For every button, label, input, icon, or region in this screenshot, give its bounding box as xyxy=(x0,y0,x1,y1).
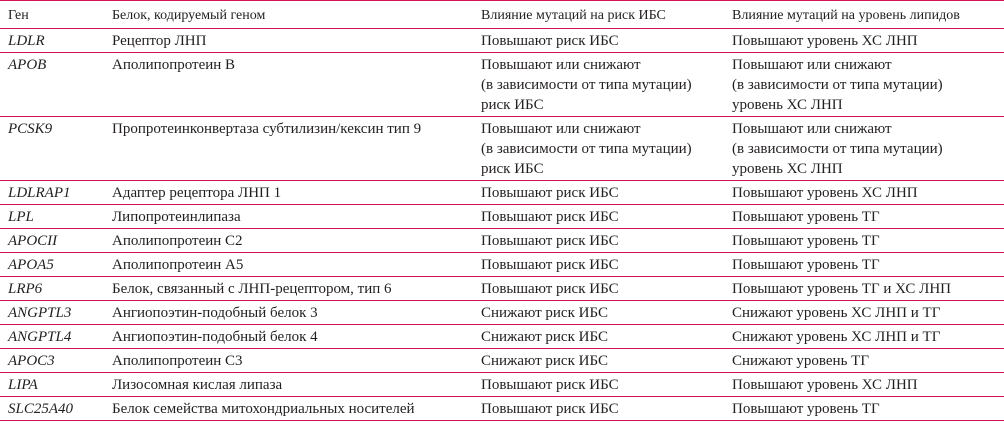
risk-line: Повышают риск ИБС xyxy=(481,33,619,49)
lipids-cell xyxy=(725,229,1004,252)
table-row xyxy=(0,325,1004,349)
table-row xyxy=(0,29,1004,53)
risk-cell xyxy=(475,253,725,276)
gene-cell: LDLRAP1 xyxy=(8,185,71,201)
risk-cell xyxy=(475,117,725,180)
risk-line: Повышают или снижают xyxy=(481,121,641,137)
risk-cell xyxy=(475,53,725,116)
risk-line: Повышают риск ИБС xyxy=(481,281,619,297)
lipids-line: (в зависимости от типа мутации) xyxy=(732,141,943,157)
protein-cell: Липопротеинлипаза xyxy=(112,209,241,225)
header-risk: Влияние мутаций на риск ИБС xyxy=(481,8,666,23)
risk-line: Снижают риск ИБС xyxy=(481,305,608,321)
risk-cell xyxy=(475,301,725,324)
header-gene: Ген xyxy=(8,8,29,23)
lipids-cell xyxy=(725,117,1004,180)
risk-line: Повышают риск ИБС xyxy=(481,401,619,417)
risk-line: Повышают риск ИБС xyxy=(481,377,619,393)
protein-cell: Лизосомная кислая липаза xyxy=(112,377,283,393)
gene-cell: ANGPTL4 xyxy=(8,329,72,345)
risk-line: Повышают или снижают xyxy=(481,57,641,73)
lipids-line: Повышают уровень ТГ xyxy=(732,401,880,417)
header-protein: Белок, кодируемый геном xyxy=(112,8,266,23)
lipids-line: Повышают уровень ТГ xyxy=(732,233,880,249)
table-body xyxy=(0,29,1004,421)
risk-cell xyxy=(475,349,725,372)
lipids-cell xyxy=(725,349,1004,372)
protein-cell: Ангиопоэтин-подобный белок 4 xyxy=(112,329,318,345)
protein-cell: Рецептор ЛНП xyxy=(112,33,207,49)
lipids-line: Повышают уровень ТГ xyxy=(732,209,880,225)
lipids-line: Снижают уровень ХС ЛНП и ТГ xyxy=(732,329,941,345)
protein-cell: Пропротеинконвертаза субтилизин/кексин тип 9 xyxy=(112,121,422,137)
protein-cell: Белок семейства митохондриальных носителей xyxy=(112,401,415,417)
protein-cell: Аполипопротеин С3 xyxy=(112,353,243,369)
risk-line: Снижают риск ИБС xyxy=(481,329,608,345)
risk-cell xyxy=(475,229,725,252)
lipids-cell xyxy=(725,253,1004,276)
table-row xyxy=(0,253,1004,277)
gene-cell: APOB xyxy=(8,57,47,73)
risk-line: Повышают риск ИБС xyxy=(481,185,619,201)
table-row xyxy=(0,53,1004,117)
protein-cell: Аполипопротеин А5 xyxy=(112,257,244,273)
lipids-cell xyxy=(725,397,1004,420)
risk-cell xyxy=(475,325,725,348)
gene-cell: APOA5 xyxy=(8,257,54,273)
lipids-line: Повышают уровень ХС ЛНП xyxy=(732,377,918,393)
protein-cell: Белок, связанный с ЛНП-рецептором, тип 6 xyxy=(112,281,392,297)
lipids-cell xyxy=(725,325,1004,348)
lipids-line: Повышают уровень ХС ЛНП xyxy=(732,33,918,49)
protein-cell: Адаптер рецептора ЛНП 1 xyxy=(112,185,282,201)
table-row xyxy=(0,277,1004,301)
risk-line: Повышают риск ИБС xyxy=(481,257,619,273)
gene-cell: LIPA xyxy=(8,377,38,393)
risk-line: риск ИБС xyxy=(481,161,544,177)
risk-line: риск ИБС xyxy=(481,97,544,113)
lipids-line: (в зависимости от типа мутации) xyxy=(732,77,943,93)
header-lipids: Влияние мутаций на уровень липидов xyxy=(732,8,960,23)
lipids-line: Снижают уровень ТГ xyxy=(732,353,869,369)
table-row xyxy=(0,397,1004,421)
table-row xyxy=(0,117,1004,181)
table-row xyxy=(0,301,1004,325)
table-row xyxy=(0,205,1004,229)
table-header-row xyxy=(0,1,1004,29)
lipids-line: Повышают уровень ТГ xyxy=(732,257,880,273)
risk-cell xyxy=(475,373,725,396)
lipids-cell xyxy=(725,29,1004,52)
risk-cell xyxy=(475,397,725,420)
risk-line: (в зависимости от типа мутации) xyxy=(481,141,692,157)
protein-cell: Аполипопротеин В xyxy=(112,57,236,73)
risk-cell xyxy=(475,205,725,228)
table-row xyxy=(0,229,1004,253)
gene-cell: ANGPTL3 xyxy=(8,305,72,321)
lipids-cell xyxy=(725,181,1004,204)
lipids-line: Повышают уровень ХС ЛНП xyxy=(732,185,918,201)
protein-cell: Ангиопоэтин-подобный белок 3 xyxy=(112,305,318,321)
risk-cell xyxy=(475,29,725,52)
risk-line: (в зависимости от типа мутации) xyxy=(481,77,692,93)
lipids-line: уровень ХС ЛНП xyxy=(732,97,843,113)
lipids-line: Повышают или снижают xyxy=(732,121,892,137)
lipids-cell xyxy=(725,205,1004,228)
lipids-cell xyxy=(725,277,1004,300)
lipids-cell xyxy=(725,301,1004,324)
gene-cell: LPL xyxy=(8,209,34,225)
protein-cell: Аполипопротеин С2 xyxy=(112,233,243,249)
table-row xyxy=(0,349,1004,373)
risk-line: Снижают риск ИБС xyxy=(481,353,608,369)
risk-line: Повышают риск ИБС xyxy=(481,209,619,225)
gene-cell: SLC25A40 xyxy=(8,401,74,417)
risk-cell xyxy=(475,277,725,300)
lipids-line: Снижают уровень ХС ЛНП и ТГ xyxy=(732,305,941,321)
gene-cell: APOCII xyxy=(8,233,58,249)
risk-line: Повышают риск ИБС xyxy=(481,233,619,249)
lipids-line: Повышают уровень ТГ и ХС ЛНП xyxy=(732,281,952,297)
table-row xyxy=(0,373,1004,397)
lipids-line: уровень ХС ЛНП xyxy=(732,161,843,177)
lipids-line: Повышают или снижают xyxy=(732,57,892,73)
risk-cell xyxy=(475,181,725,204)
lipids-cell xyxy=(725,373,1004,396)
gene-cell: LRP6 xyxy=(8,281,43,297)
lipids-cell xyxy=(725,53,1004,116)
gene-cell: PCSK9 xyxy=(8,121,53,137)
gene-cell: LDLR xyxy=(8,33,45,49)
table-row xyxy=(0,181,1004,205)
gene-cell: APOC3 xyxy=(8,353,55,369)
